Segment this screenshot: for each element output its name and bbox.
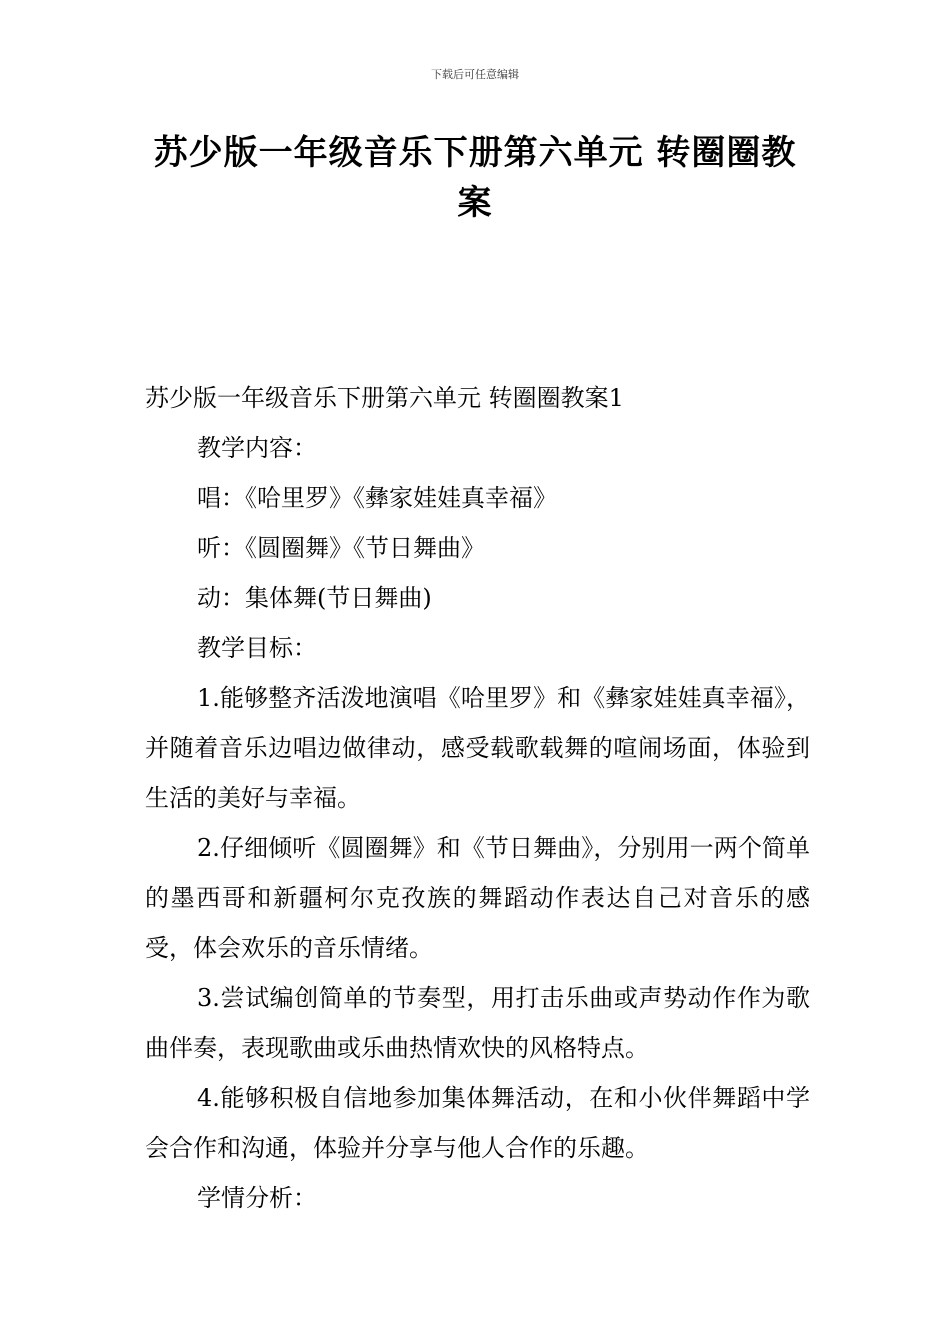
paragraph-goal-3: 3.尝试编创简单的节奏型，用打击乐曲或声势动作作为歌曲伴奏，表现歌曲或乐曲热情欢快的风格特点。 [145, 984, 810, 1062]
document-body [145, 373, 810, 1223]
paragraph-learner-analysis: 学情分析： [197, 1184, 317, 1212]
paragraph-move: 动：集体舞(节日舞曲) [197, 584, 432, 612]
section-heading: 苏少版一年级音乐下册第六单元 转圈圈教案1 [145, 384, 624, 412]
paragraph-goal-4: 4.能够积极自信地参加集体舞活动，在和小伙伴舞蹈中学会合作和沟通，体验并分享与他人合作的乐趣。 [145, 1084, 810, 1162]
paragraph-teaching-goals: 教学目标： [197, 634, 317, 662]
page-header-note: 下载后可任意编辑 [431, 68, 519, 81]
paragraph-listen: 听：《圆圈舞》《节日舞曲》 [197, 534, 485, 562]
paragraph-sing: 唱：《哈里罗》《彝家娃娃真幸福》 [197, 484, 557, 512]
document-title: 苏少版一年级音乐下册第六单元 转圈圈教案 [153, 133, 797, 223]
paragraph-goal-2: 2.仔细倾听《圆圈舞》和《节日舞曲》，分别用一两个简单的墨西哥和新疆柯尔克孜族的舞蹈动作表达自己对音乐的感受，体会欢乐的音乐情绪。 [145, 834, 810, 962]
paragraph-teaching-content: 教学内容： [197, 434, 317, 462]
paragraph-goal-1: 1.能够整齐活泼地演唱《哈里罗》和《彝家娃娃真幸福》，并随着音乐边唱边做律动，感受载歌载舞的喧闹场面，体验到生活的美好与幸福。 [145, 684, 810, 812]
